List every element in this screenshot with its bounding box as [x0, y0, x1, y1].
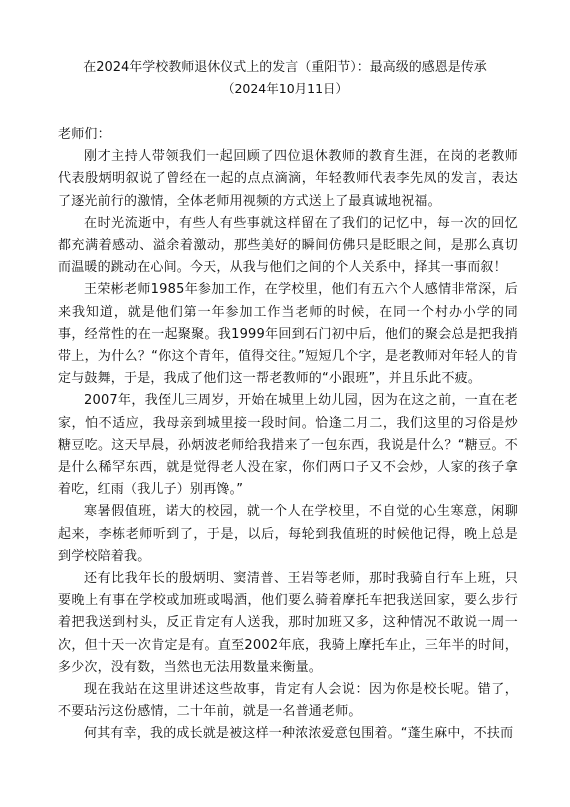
paragraph: 刚才主持人带领我们一起回顾了四位退休教师的教育生涯，在岗的老教师代表殷炳明叙说了曾经在一起的点点滴滴，年轻教师代表李先凤的发言，表达了逐光前行的激情，全体老师用视频的方式送上了最真诚地祝福。 [58, 149, 518, 209]
paragraph: 2007年，我侄儿三周岁，开始在城里上幼儿园，因为在这之前，一直在老家，怕不适应，我母亲到城里接一段时间。恰逢二月二，我们这里的习俗是炒糖豆吃。这天早晨，孙炳波老师给我措来了一包东西，我说是什么？“糖豆。不是什么稀罕东西，就是觉得老人没在家，你们两口子又不会炒，人家的孩子拿着吃，红雨（我儿子）别再馋。” [58, 393, 518, 498]
document-date: （2024年10月11日） [221, 81, 349, 96]
paragraph: 寒暑假值班，诺大的校园，就一个人在学校里，不自觉的心生寒意，闲聊起来，李栋老师听到了，于是，以后，每轮到我值班的时候他记得，晚上总是到学校陪着我。 [58, 504, 518, 564]
document-body [58, 124, 518, 746]
salutation: 老师们： [58, 127, 111, 142]
paragraph: 还有比我年长的殷炳明、窦清普、王岩等老师，那时我骑自行车上班，只要晚上有事在学校或加班或喝酒，他们要么骑着摩托车把我送回家，要么步行着把我送到村头，反正肯定有人送我，那时加班又多，这种情况不敢说一周一次，但十天一次肯定是有。直至2002年底，我骑上摩托车止，三年半的时间，多少次，没有数，当然也无法用数量来衡量。 [58, 571, 518, 675]
paragraph: 现在我站在这里讲述这些故事，肯定有人会说：因为你是校长呢。错了，不要玷污这份感情，二十年前，就是一名普通老师。 [58, 682, 518, 720]
paragraph: 王荣彬老师1985年参加工作，在学校里，他们有五六个人感情非常深，后来我知道，就是他们第一年参加工作当老师的时候，在同一个村办小学的同事，经常性的在一起聚聚。我1999年回到石门初中后，他们的聚会总是把我捎带上，为什么？“你这个青年，值得交往。”短短几个字，是老教师对年轻人的肯定与鼓舞，于是，我成了他们这一帮老教师的“小跟班”，并且乐此不疲。 [58, 282, 518, 387]
paragraph: 在时光流逝中，有些人有些事就这样留在了我们的记忆中，每一次的回忆都充满着感动、溢余着激动，那些美好的瞬间仿佛只是眨眼之间，是那么真切而温暖的跳动在心间。今天，从我与他们之间的个人关系中，择其一事而叙！ [58, 215, 518, 276]
document-title: 在2024年学校教师退休仪式上的发言（重阳节）：最高级的感恩是传承 [83, 60, 487, 75]
paragraph: 何其有幸，我的成长就是被这样一种浓浓爱意包围着。“蓬生麻中，不扶而 [84, 726, 514, 742]
